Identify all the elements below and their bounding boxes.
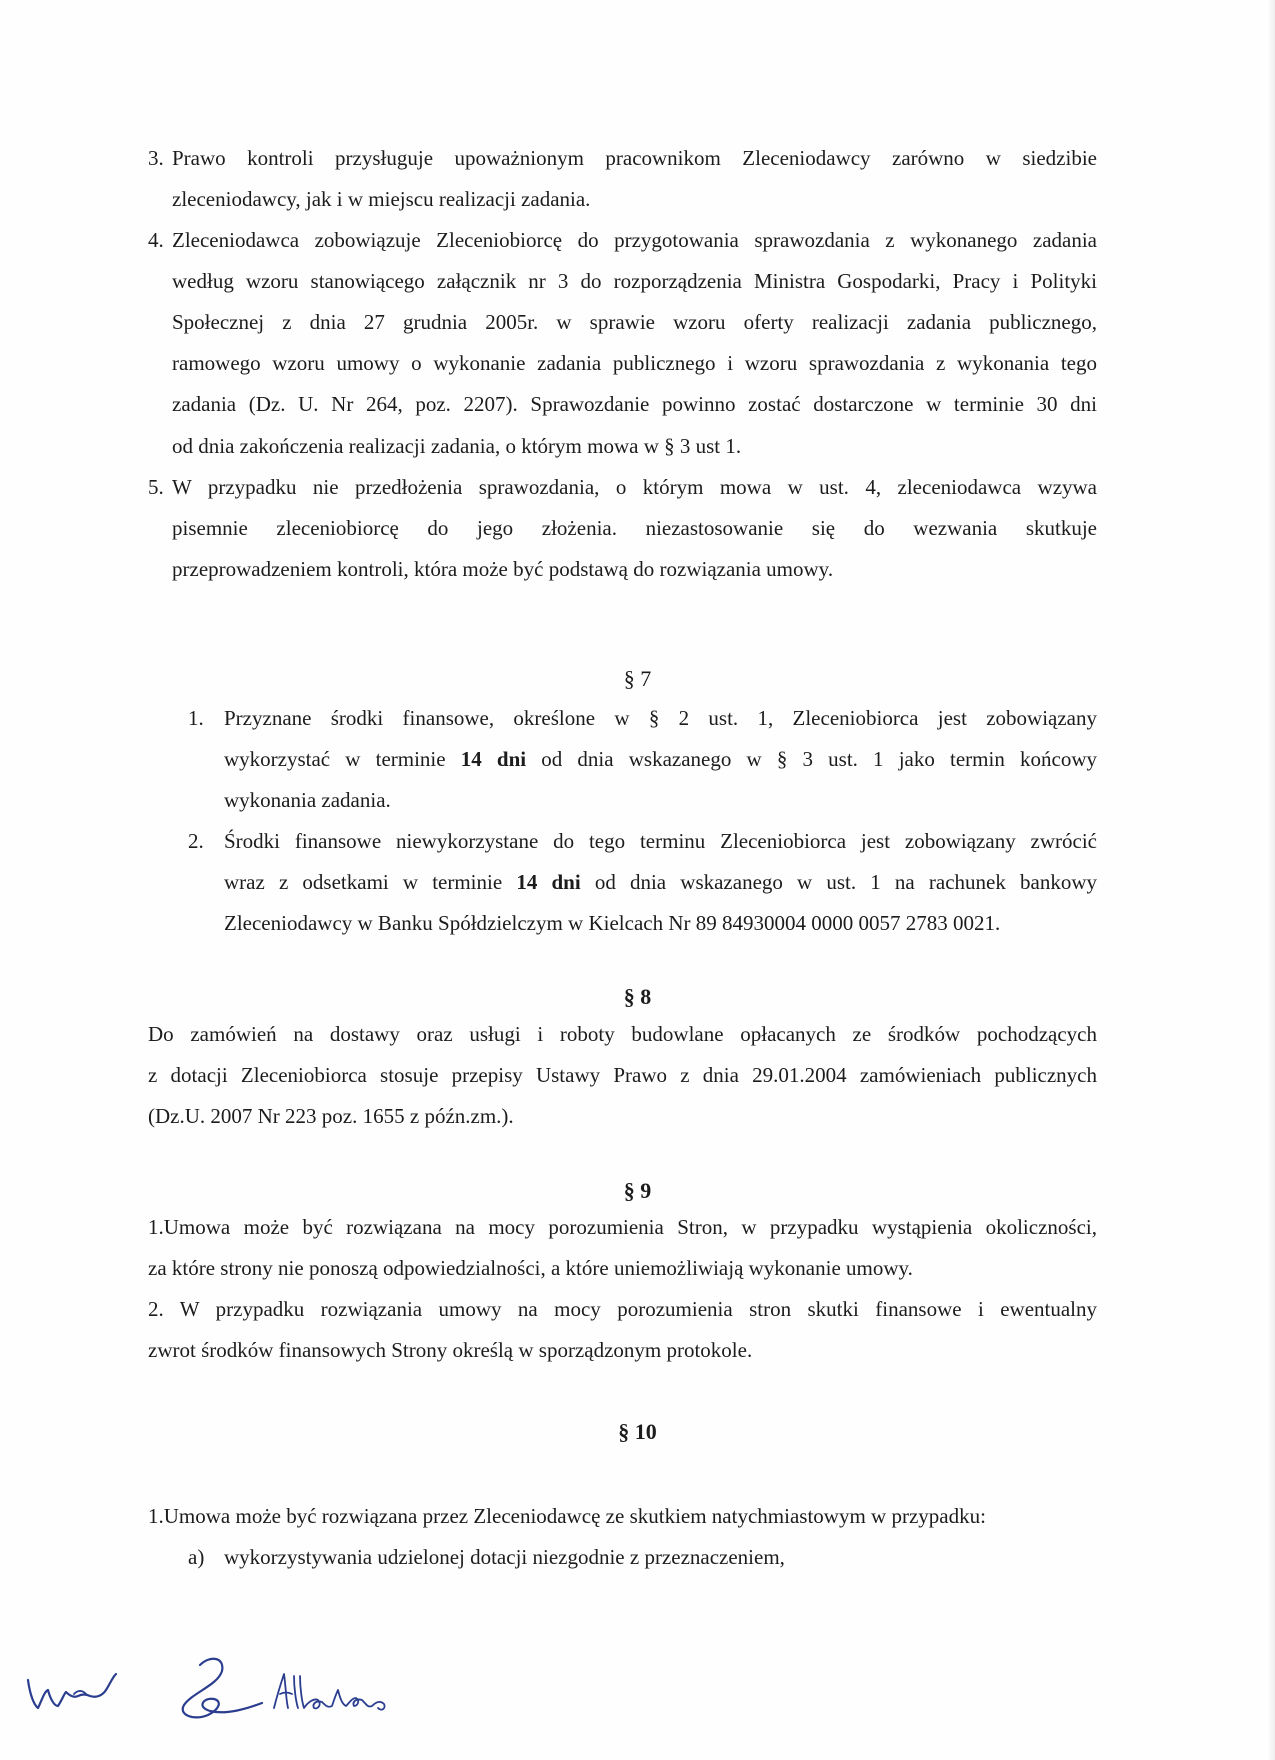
paragraph-line: wykonania zadania. — [224, 788, 391, 812]
section-heading: § 8 — [623, 984, 652, 1009]
section-heading: § 9 — [623, 1178, 652, 1203]
paragraph-line: ramowego wzoru umowy o wykonanie zadania publicznego i wzoru sprawozdania z wykonania tego — [172, 351, 1097, 375]
paragraph-line: zleceniodawcy, jak i w miejscu realizacji zadania. — [172, 187, 591, 211]
item-number: 1. — [188, 706, 204, 730]
section-heading: § 10 — [618, 1419, 657, 1444]
signature-3 — [268, 1662, 398, 1722]
item-number: 4. — [148, 228, 164, 252]
item-number: 2. — [188, 829, 204, 853]
signature-1 — [20, 1650, 140, 1730]
paragraph-line: zadania (Dz. U. Nr 264, poz. 2207). Sprawozdanie powinno zostać dostarczone w terminie 30 dni — [172, 392, 1097, 416]
paragraph-line: 1.Umowa może być rozwiązana przez Zleceniodawcę ze skutkiem natychmiastowym w przypadku: — [148, 1504, 986, 1528]
item-number: 3. — [148, 146, 164, 170]
paragraph-line: Zleceniodawcy w Banku Spółdzielczym w Kielcach Nr 89 84930004 0000 0057 2783 0021. — [224, 911, 1001, 935]
paragraph-line: 1.Umowa może być rozwiązana na mocy porozumienia Stron, w przypadku wystąpienia okoliczności, — [148, 1215, 1097, 1239]
paragraph-line: zwrot środków finansowych Strony określą w sporządzonym protokole. — [148, 1338, 753, 1362]
paragraph-line: Do zamówień na dostawy oraz usługi i roboty budowlane opłacanych ze środków pochodzących — [148, 1022, 1097, 1046]
paragraph-line: wraz z odsetkami w terminie 14 dni od dnia wskazanego w ust. 1 na rachunek bankowy — [224, 870, 1097, 894]
paragraph-line: pisemnie zleceniobiorcę do jego złożenia. niezastosowanie się do wezwania skutkuje — [172, 516, 1097, 540]
paragraph-line: 2. W przypadku rozwiązania umowy na mocy porozumienia stron skutki finansowe i ewentualny — [148, 1297, 1097, 1321]
paragraph-line: W przypadku nie przedłożenia sprawozdania, o którym mowa w ust. 4, zleceniodawca wzywa — [172, 475, 1097, 499]
paragraph-line: z dotacji Zleceniobiorca stosuje przepisy Ustawy Prawo z dnia 29.01.2004 zamówieniach publicznych — [148, 1063, 1097, 1087]
paragraph-line: wykorzystywania udzielonej dotacji niezgodnie z przeznaczeniem, — [224, 1545, 785, 1569]
item-number: 5. — [148, 475, 164, 499]
paragraph-line: według wzoru stanowiącego załącznik nr 3 do rozporządzenia Ministra Gospodarki, Pracy i Polityki — [172, 269, 1097, 293]
paragraph-line: przeprowadzeniem kontroli, która może być podstawą do rozwiązania umowy. — [172, 557, 834, 581]
paragraph-line: Prawo kontroli przysługuje upoważnionym pracownikom Zleceniodawcy zarówno w siedzibie — [172, 146, 1097, 170]
section-heading: § 7 — [623, 666, 652, 691]
item-label: a) — [188, 1545, 205, 1569]
paragraph-line: za które strony nie ponoszą odpowiedzialności, a które uniemożliwiają wykonanie umowy. — [148, 1256, 913, 1280]
signature-2 — [170, 1645, 270, 1735]
scan-edge — [1269, 0, 1275, 1760]
paragraph-line: Przyznane środki finansowe, określone w § 2 ust. 1, Zleceniobiorca jest zobowiązany — [224, 706, 1097, 730]
paragraph-line: od dnia zakończenia realizacji zadania, o którym mowa w § 3 ust 1. — [172, 434, 742, 458]
paragraph-line: (Dz.U. 2007 Nr 223 poz. 1655 z późn.zm.). — [148, 1104, 514, 1128]
paragraph-line: Zleceniodawca zobowiązuje Zleceniobiorcę do przygotowania sprawozdania z wykonanego zadania — [172, 228, 1097, 252]
paragraph-line: wykorzystać w terminie 14 dni od dnia wskazanego w § 3 ust. 1 jako termin końcowy — [224, 747, 1097, 771]
paragraph-line: Środki finansowe niewykorzystane do tego terminu Zleceniobiorca jest zobowiązany zwrócić — [224, 829, 1097, 853]
paragraph-line: Społecznej z dnia 27 grudnia 2005r. w sprawie wzoru oferty realizacji zadania publicznego, — [172, 310, 1097, 334]
